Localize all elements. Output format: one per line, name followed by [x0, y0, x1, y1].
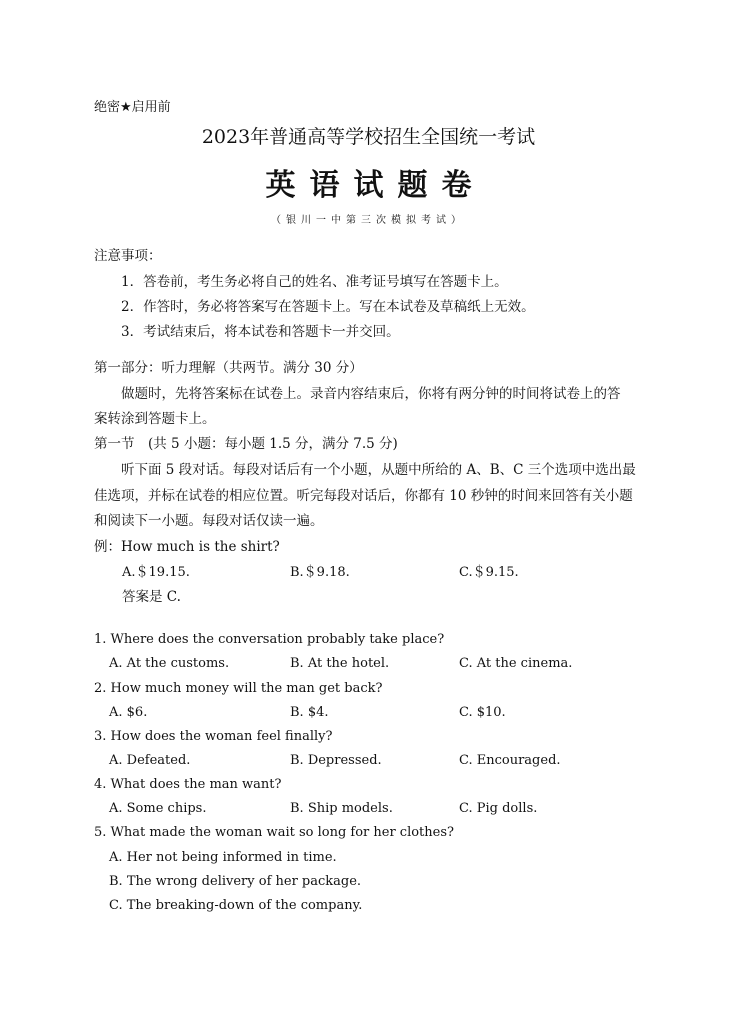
question-2-option-c: C. $10. — [459, 705, 506, 720]
section1-instruction-line2: 佳选项，并标在试卷的相应位置。听完每段对话后，你都有 10 秒钟的时间来回答有关小题 — [94, 488, 633, 504]
question-3-option-c: C. Encouraged. — [459, 753, 561, 768]
part1-heading: 第一部分：听力理解（共两节。满分 30 分） — [94, 360, 363, 376]
part1-instruction-line2: 案转涂到答题卡上。 — [94, 411, 216, 427]
question-5-option-c: C. The breaking-down of the company. — [109, 898, 363, 913]
question-5-option-b: B. The wrong delivery of her package. — [109, 874, 362, 889]
example-option-c: C.＄9.15. — [459, 565, 519, 580]
question-3-option-b: B. Depressed. — [290, 753, 382, 768]
question-1-option-a: A. At the customs. — [109, 656, 230, 671]
question-1-stem: 1. Where does the conversation probably take place? — [94, 632, 445, 647]
question-3-option-a: A. Defeated. — [109, 753, 191, 768]
question-4-stem: 4. What does the man want? — [94, 777, 282, 792]
paper-title: 英语试题卷 — [265, 168, 486, 203]
example-answer: 答案是 C. — [122, 589, 181, 605]
question-5-stem: 5. What made the woman wait so long for her clothes? — [94, 825, 454, 840]
example-option-b: B.＄9.18. — [290, 565, 350, 580]
question-2-option-b: B. $4. — [290, 705, 329, 720]
question-1-option-c: C. At the cinema. — [459, 656, 573, 671]
question-4-option-a: A. Some chips. — [109, 801, 207, 816]
question-2-option-a: A. $6. — [109, 705, 148, 720]
notice-item-1: 1．答卷前，考生务必将自己的姓名、准考证号填写在答题卡上。 — [121, 274, 508, 290]
question-2-stem: 2. How much money will the man get back? — [94, 681, 383, 696]
exam-title: 2023年普通高等学校招生全国统一考试 — [201, 126, 536, 148]
exam-subtitle: （银川一中第三次模拟考试） — [271, 215, 466, 226]
section1-instruction-line1: 听下面 5 段对话。每段对话后有一个小题，从题中所给的 A、B、C 三个选项中选出最 — [121, 462, 636, 478]
question-5-option-a: A. Her not being informed in time. — [109, 850, 337, 865]
notice-heading: 注意事项： — [94, 248, 162, 264]
secret-mark: 绝密★启用前 — [94, 100, 171, 115]
question-3-stem: 3. How does the woman feel finally? — [94, 729, 333, 744]
section1-heading: 第一节 (共 5 小题：每小题 1.5 分，满分 7.5 分) — [94, 436, 398, 452]
notice-item-2: 2．作答时，务必将答案写在答题卡上。写在本试卷及草稿纸上无效。 — [121, 299, 535, 315]
example-question: 例：How much is the shirt? — [94, 539, 280, 555]
part1-instruction-line1: 做题时，先将答案标在试卷上。录音内容结束后，你将有两分钟的时间将试卷上的答 — [121, 386, 621, 402]
section1-instruction-line3: 和阅读下一小题。每段对话仅读一遍。 — [94, 513, 324, 529]
notice-item-3: 3．考试结束后，将本试卷和答题卡一并交回。 — [121, 324, 400, 340]
question-4-option-b: B. Ship models. — [290, 801, 393, 816]
question-1-option-b: B. At the hotel. — [290, 656, 390, 671]
example-option-a: A.＄19.15. — [122, 565, 190, 580]
question-4-option-c: C. Pig dolls. — [459, 801, 538, 816]
